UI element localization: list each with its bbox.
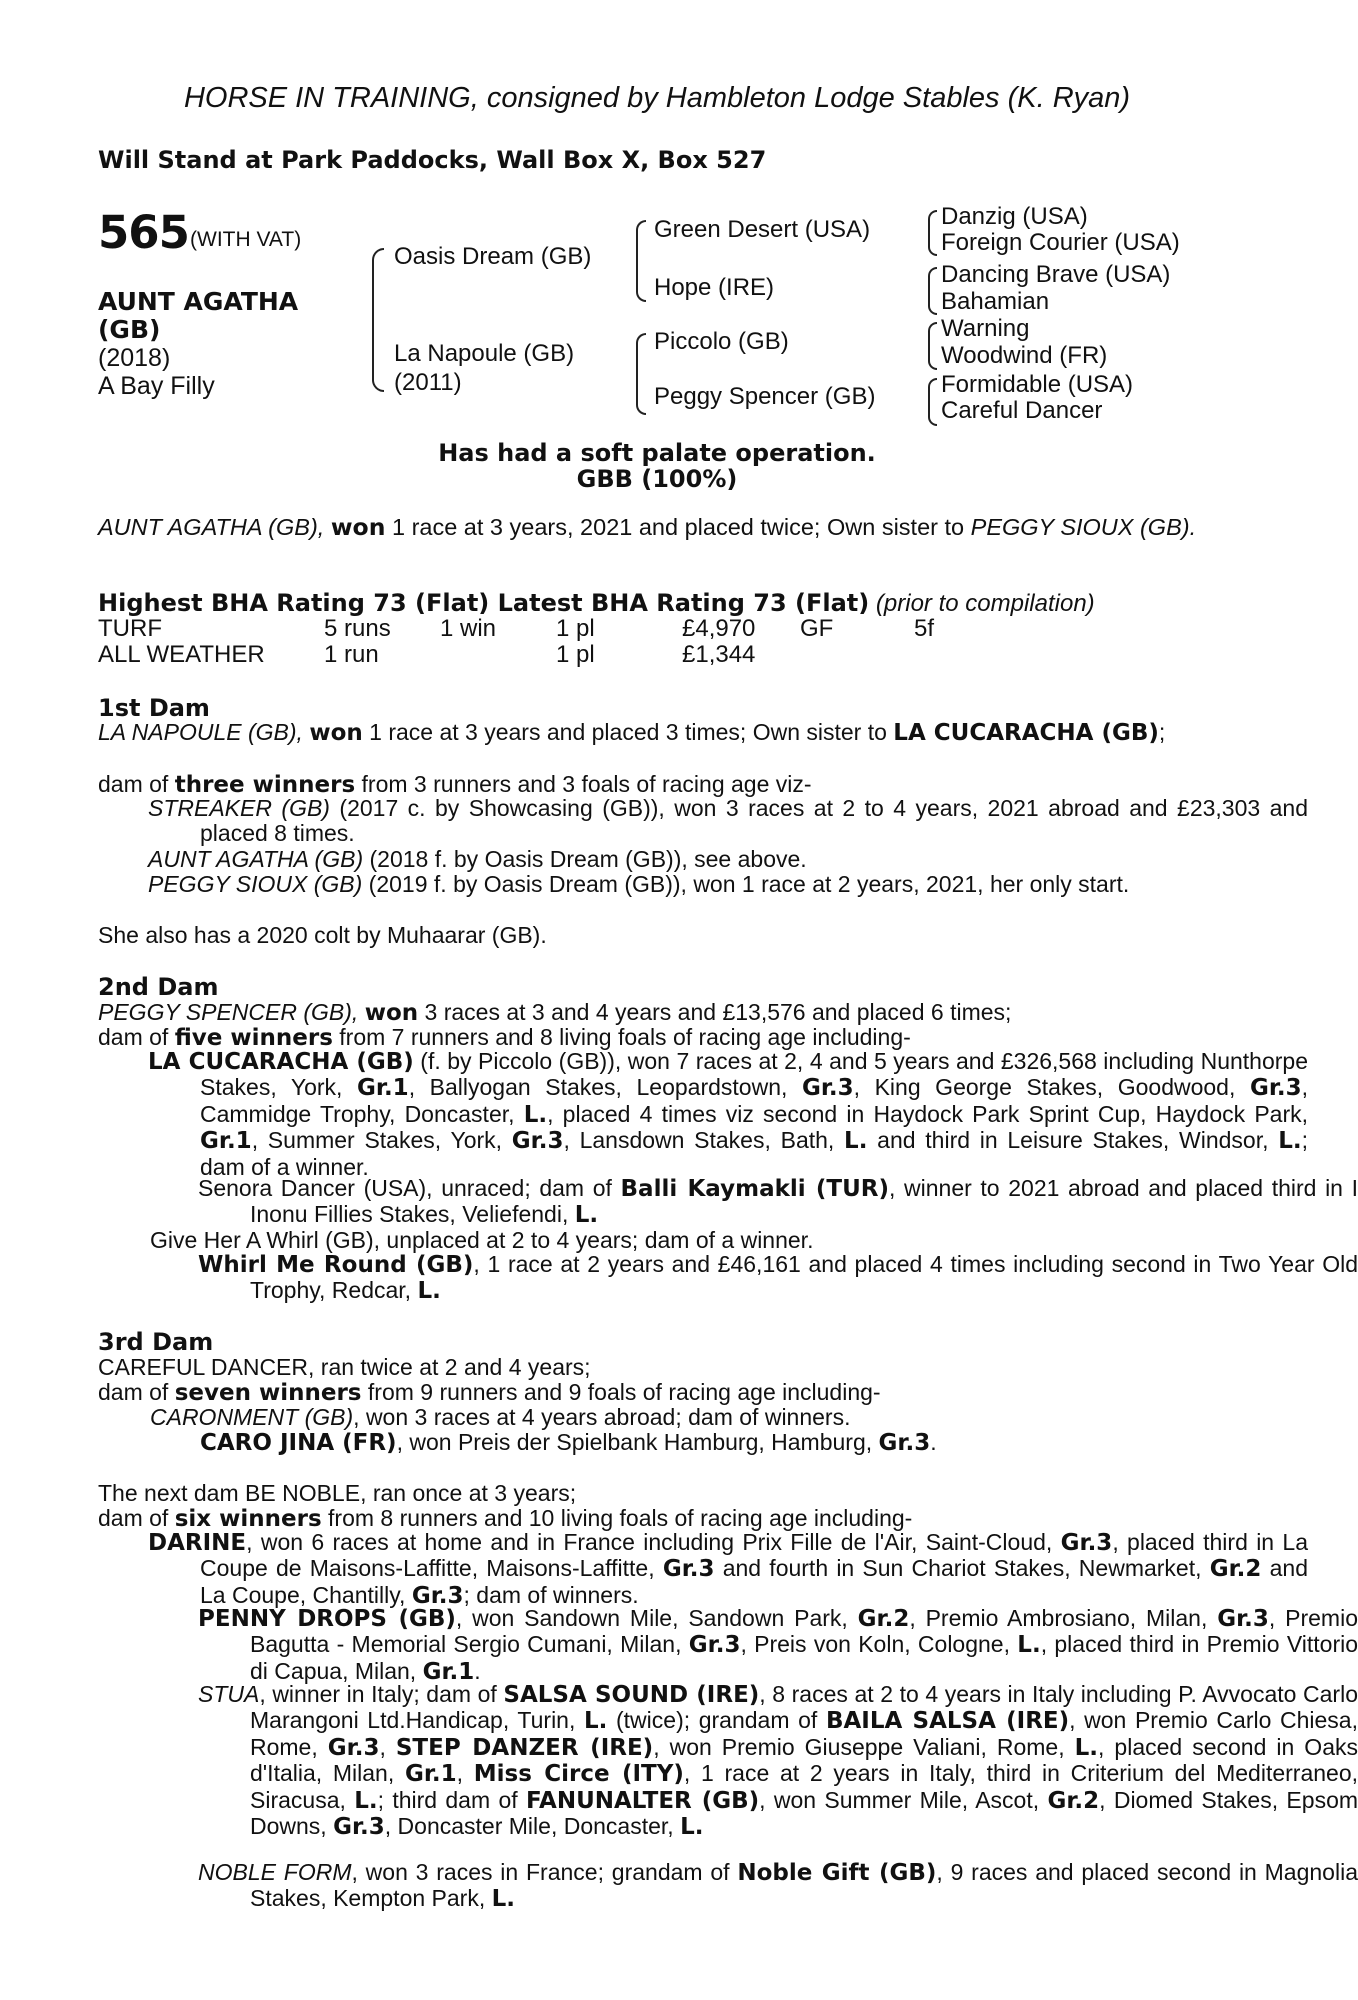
first-dam-produce [98,771,812,798]
first-dam-foal-3 [98,872,1308,897]
grade-badge: Gr.3 [1060,1530,1113,1556]
penny-drops-name: PENNY DROPS (GB) [198,1606,456,1632]
entry-text: , Preis von Koln, Cologne, [740,1631,1018,1658]
listed-badge: L. [574,1202,599,1229]
caronment-entry [150,1404,850,1430]
pedigree-gg-5: Warning [941,315,1030,342]
salsa-sound-name: SALSA SOUND (IRE) [503,1682,760,1708]
pedigree-dam-sire: Piccolo (GB) [654,328,789,355]
entry-text: , [456,1760,474,1787]
pedigree-gg-3: Dancing Brave (USA) [941,261,1171,288]
first-dam-semicolon: ; [1158,719,1166,745]
first-dam-foal-1 [98,796,1308,847]
entry-text: , Ballyogan Stakes, Leopardstown, [408,1074,802,1101]
pedigree-sire-dam: Hope (IRE) [654,274,775,301]
rating-placed: 1 pl [556,615,595,642]
second-dam-produce [98,1024,911,1051]
entry-text: and third in Leisure Stakes, Windsor, [867,1127,1279,1154]
second-dam-heading: 2nd Dam [98,973,219,1001]
pedigree-brace-ggs-2 [928,267,937,315]
dam-of-pre: dam of [98,1024,175,1050]
pedigree-dam: La Napoule (GB) [394,340,575,367]
grade-badge: Gr.3 [327,1734,380,1761]
grade-badge: Gr.1 [357,1075,409,1102]
entry-text: , 1 race at 2 years in Italy, third in Criterium del Mediterraneo, Siracusa, [250,1760,1358,1813]
pedigree-brace-sire [636,220,646,302]
page-title: HORSE IN TRAINING, consigned by Hambleton Lodge Stables (K. Ryan) [183,82,1131,114]
first-dam-text: 1 race at 3 years and placed 3 times; Own sister to [362,719,894,745]
grade-badge: Gr.3 [688,1632,741,1659]
foal-text: (2018 f. by Oasis Dream (GB)), see above. [363,846,807,872]
entry-text: , won Premio Carlo Chiesa, Rome, [250,1707,1358,1760]
entry-text: , Premio Ambrosiano, Milan, [909,1605,1218,1631]
horse-summary [98,515,1258,540]
grade-badge: Gr.2 [857,1606,910,1632]
dam-of-post: from 7 runners and 8 living foals of racing age including- [332,1024,911,1050]
pedigree-sire: Oasis Dream (GB) [394,243,592,270]
dam-of-pre: dam of [98,771,175,797]
ratings-note: (prior to compilation) [875,590,1095,617]
grade-badge: Gr.1 [422,1658,475,1685]
darine-name: DARINE [148,1530,247,1556]
noble-gift-name: Noble Gift (GB) [737,1860,937,1886]
horse-name: AUNT AGATHA [98,287,299,316]
entry-text: and fourth in Sun Chariot Stakes, Newmarket, [714,1555,1210,1582]
pedigree-gg-6: Woodwind (FR) [941,342,1108,369]
grade-badge: Gr.3 [333,1814,385,1841]
pedigree-dam-year: (2011) [394,369,462,396]
listed-badge: L. [523,1101,548,1128]
entry-text: ; dam of a winner. [200,1127,1308,1180]
entry-text: , King George Stakes, Goodwood, [853,1074,1250,1101]
vat-label: (WITH VAT) [190,228,302,251]
entry-text: (f. by Piccolo (GB)), won 7 races at 2, 4 and 5 years and £326,568 including Nunthorpe Stakes, York, [200,1048,1308,1101]
entry-text: , [379,1733,396,1760]
operation-note: Has had a soft palate operation. [438,439,876,467]
foal-name: STREAKER (GB) [148,795,330,821]
pedigree-gg-1: Danzig (USA) [941,203,1088,230]
horse-country: (GB) [98,315,161,344]
foal-name: PEGGY SIOUX (GB) [148,871,363,897]
dam-of-count: three winners [174,772,356,798]
dam-of-count: six winners [174,1506,322,1532]
entry-text: Senora Dancer (USA), unraced; dam of [198,1175,621,1201]
grade-badge: Gr.3 [1217,1606,1269,1632]
listed-badge: L. [417,1278,441,1305]
foal-text: (2017 c. by Showcasing (GB)), won 3 races at 2 to 4 years, 2021 abroad and £23,303 and placed 8 times. [200,795,1308,847]
entry-text: . [474,1657,481,1684]
listed-badge: L. [354,1787,378,1814]
foal-text: (2019 f. by Oasis Dream (GB)), won 1 race at 2 years, 2021, her only start. [362,871,1130,897]
first-dam-won: won [309,720,363,746]
whirl-me-round-name: Whirl Me Round (GB) [198,1252,474,1278]
noble-form-name: NOBLE FORM [198,1859,352,1885]
entry-text: , won 3 races in France; grandam of [351,1859,738,1885]
dam-of-post: from 3 runners and 3 foals of racing age viz- [355,771,812,797]
entry-text: . [930,1429,937,1455]
dam-of-post: from 9 runners and 9 foals of racing age including- [361,1379,881,1405]
balli-kaymakli-name: Balli Kaymakli (TUR) [620,1176,890,1202]
dam-of-count: five winners [174,1025,333,1051]
caro-jina-name: CARO JINA (FR) [200,1430,397,1456]
darine-entry [98,1530,1308,1609]
grade-badge: Gr.2 [1047,1787,1100,1814]
fanunalter-name: FANUNALTER (GB) [525,1787,760,1814]
lot-number: 565 [98,206,189,259]
second-dam-won: won [364,1000,419,1026]
entry-text: , Lansdown Stakes, Bath, [563,1127,845,1154]
caro-jina-entry [200,1429,937,1456]
ratings-row-turf [98,616,1198,642]
second-dam-name: PEGGY SPENCER (GB), [98,999,359,1025]
entry-text: , winner to 2021 abroad and placed third in I Inonu Fillies Stakes, Veliefendi, [250,1175,1358,1228]
grade-badge: Gr.1 [404,1761,457,1788]
stand-location: Will Stand at Park Paddocks, Wall Box X, Box 527 [98,146,767,174]
grade-badge: Gr.3 [511,1128,564,1155]
listed-badge: L. [1074,1734,1099,1761]
ratings-row-aw [98,642,1198,668]
pedigree-gg-7: Formidable (USA) [941,371,1134,398]
summary-won: won [330,513,386,541]
entry-text: , won 3 races at 4 years abroad; dam of winners. [353,1404,851,1430]
listed-badge: L. [583,1708,608,1735]
entry-text: , Doncaster Mile, Doncaster, [384,1813,681,1840]
pedigree-gg-4: Bahamian [941,288,1050,315]
grade-badge: Gr.3 [662,1556,715,1583]
second-dam-text: 3 races at 3 and 4 years and £13,576 and placed 6 times; [418,999,1012,1025]
rating-surface: TURF [98,615,162,642]
third-dam-heading: 3rd Dam [98,1328,214,1356]
pedigree-brace-ggs-3 [928,322,937,370]
next-dam-produce [98,1505,912,1532]
caronment-name: CARONMENT (GB) [150,1404,354,1430]
grade-badge: Gr.3 [801,1075,854,1102]
pedigree-sire-sire: Green Desert (USA) [654,216,871,243]
entry-text: , won Premio Giuseppe Valiani, Rome, [653,1733,1075,1760]
pedigree-brace-dam [636,333,646,415]
pedigree-brace-ggs-1 [928,210,937,256]
listed-badge: L. [491,1886,516,1913]
entry-text: , Premio Bagutta - Memorial Sergio Cumani, Milan, [250,1605,1358,1658]
whirl-me-round-entry [98,1252,1358,1305]
grade-badge: Gr.3 [411,1582,464,1609]
pedigree-dam-dam: Peggy Spencer (GB) [654,383,876,410]
rating-going: GF [800,615,834,642]
grade-badge: Gr.1 [200,1128,252,1155]
gbb-note: GBB (100%) [576,465,738,493]
dam-of-count: seven winners [174,1380,362,1406]
baila-salsa-name: BAILA SALSA (IRE) [825,1708,1070,1735]
miss-circe-name: Miss Circe (ITY) [473,1761,684,1788]
entry-text: , won 6 races at home and in France including Prix Fille de l'Air, Saint-Cloud, [246,1529,1061,1555]
horse-identity [98,288,298,400]
ratings-heading [98,590,1095,617]
entry-text: , won Summer Mile, Ascot, [759,1786,1048,1813]
entry-text: , won Preis der Spielbank Hamburg, Hamburg, [396,1429,879,1455]
entry-text: , won Sandown Mile, Sandown Park, [455,1605,858,1631]
senora-dancer-entry [98,1176,1358,1229]
entry-text: , placed second in Oaks d'Italia, Milan, [250,1733,1358,1787]
rating-dist: 5f [914,615,935,642]
entry-text: , 1 race at 2 years and £46,161 and placed 4 times including second in Two Year Old Trophy, Redcar, [250,1251,1358,1304]
dam-of-pre: dam of [98,1379,175,1405]
summary-sister: PEGGY SIOUX (GB). [970,514,1197,540]
grade-badge: Gr.3 [878,1430,931,1456]
rating-prize: £1,344 [682,641,756,668]
summary-text: 1 race at 3 years, 2021 and placed twice; Own sister to [385,514,971,540]
rating-surface: ALL WEATHER [98,641,265,668]
entry-text: , Cammidge Trophy, Doncaster, [200,1074,1309,1127]
entry-text: , Summer Stakes, York, [251,1127,512,1154]
dam-of-pre: dam of [98,1505,175,1531]
entry-text: , placed third in La Coupe de Maisons-Laffitte, Maisons-Laffitte, [200,1529,1308,1582]
rating-runs: 5 runs [324,615,391,642]
entry-text: , 9 races and placed second in Magnolia Stakes, Kempton Park, [250,1859,1358,1912]
horse-year: (2018) [98,344,171,372]
pedigree-brace-main [372,248,384,392]
entry-text: (twice); grandam of [607,1707,826,1734]
pedigree-gg-8: Careful Dancer [941,397,1103,424]
first-dam-foal-2 [98,847,1308,872]
listed-badge: L. [680,1814,704,1841]
rating-placed: 1 pl [556,641,595,668]
horse-description: A Bay Filly [98,372,215,400]
la-cucaracha-entry [98,1049,1308,1180]
rating-wins: 1 win [440,615,497,642]
rating-runs: 1 run [324,641,379,668]
give-her-a-whirl-entry: Give Her A Whirl (GB), unplaced at 2 to 4 years; dam of a winner. [150,1227,814,1253]
entry-text: ; third dam of [377,1786,526,1813]
second-dam-record [98,999,1011,1026]
entry-text: , placed third in Premio Vittorio di Capua, Milan, [250,1631,1358,1684]
penny-drops-entry [98,1606,1358,1685]
noble-form-entry [98,1860,1358,1913]
first-dam-record [98,720,1258,746]
grade-badge: Gr.2 [1209,1556,1262,1583]
pedigree-gg-2: Foreign Courier (USA) [941,229,1180,256]
entry-text: , 8 races at 2 to 4 years in Italy including P. Avvocato Carlo Marangoni Ltd.Handicap, Turin, [250,1681,1358,1734]
first-dam-heading: 1st Dam [98,694,210,722]
third-dam-record: CAREFUL DANCER, ran twice at 2 and 4 years; [98,1354,591,1380]
pedigree-brace-ggs-4 [928,378,937,426]
first-dam-sister: LA CUCARACHA (GB) [893,720,1159,746]
entry-text: , winner in Italy; dam of [259,1681,504,1707]
la-cucaracha-name: LA CUCARACHA (GB) [148,1049,414,1075]
rating-prize: £4,970 [682,615,756,642]
stua-entry [98,1682,1358,1840]
ratings-title: Highest BHA Rating 73 (Flat) Latest BHA Rating 73 (Flat) [98,589,870,617]
first-dam-name: LA NAPOULE (GB), [98,719,303,745]
listed-badge: L. [1278,1128,1302,1155]
foal-name: AUNT AGATHA (GB) [148,846,364,872]
third-dam-produce [98,1379,881,1406]
entry-text: , placed 4 times viz second in Haydock Park Sprint Cup, Haydock Park, [547,1100,1308,1127]
listed-badge: L. [1017,1632,1041,1659]
dam-of-post: from 8 runners and 10 living foals of racing age including- [321,1505,913,1531]
entry-text: , Diomed Stakes, Epsom Downs, [250,1786,1358,1840]
grade-badge: Gr.3 [1249,1075,1302,1102]
summary-name: AUNT AGATHA (GB), [98,514,325,540]
next-dam-record: The next dam BE NOBLE, ran once at 3 years; [98,1480,577,1506]
first-dam-also: She also has a 2020 colt by Muhaarar (GB). [98,922,547,948]
stua-name: STUA [198,1681,260,1707]
entry-text: ; dam of winners. [463,1581,639,1608]
entry-text: and La Coupe, Chantilly, [200,1555,1308,1608]
step-danzer-name: STEP DANZER (IRE) [395,1734,654,1761]
listed-badge: L. [844,1128,868,1155]
